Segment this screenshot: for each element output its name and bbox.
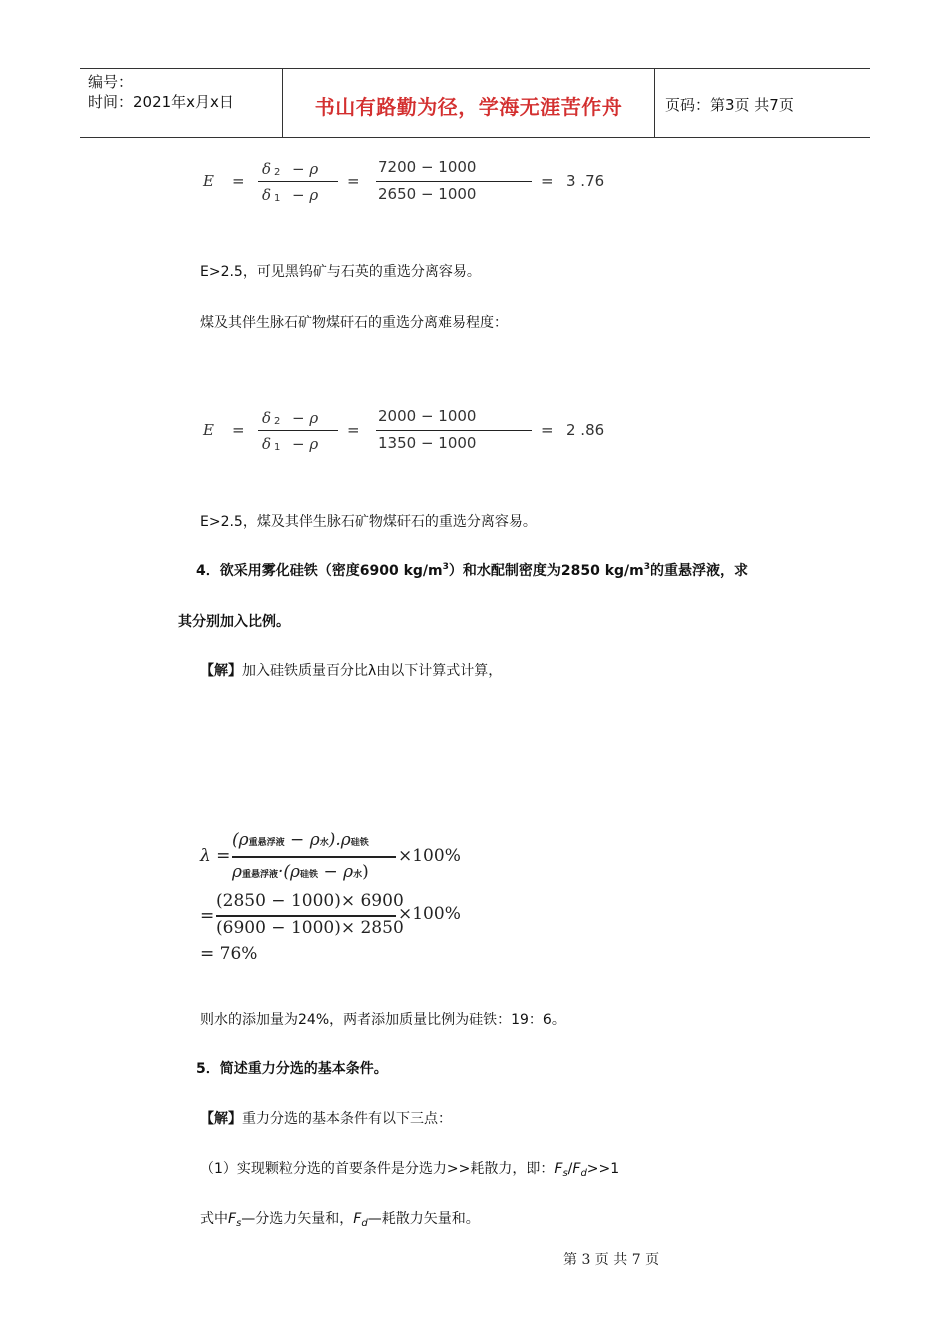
formula-1-eq: = [232,172,245,190]
answer-5-text: 重力分选的基本条件有以下三点： [242,1111,452,1127]
formula-3-den-close: ) [362,862,369,882]
formula-2-num-delta: δ [262,409,272,427]
formula-3-sub-fesi: 硅铁 [350,838,369,848]
formula-3-den-minus: − ρ [318,862,354,882]
formula-3-den-sub-water: 水 [353,870,363,880]
formula-2-eq3: = [541,421,554,439]
formula-3-den-sub-susp: 重悬浮液 [242,870,279,880]
paragraph-2: 煤及其伴生脉石矿物煤矸石的重选分离难易程度： [200,315,508,331]
formula-1-num-values: 7200 − 1000 [378,158,477,176]
formula-2-den-delta: δ [262,435,272,453]
formula-3-numerator [232,830,369,850]
question-4-part-b: ）和水配制密度为 [448,563,561,579]
paragraph-1: E>2.5，可见黑钨矿与石英的重选分离容易。 [200,264,481,280]
answer-4-label: 【解】 [200,663,242,679]
question-4-value-2: 2850 kg/m [560,563,644,579]
formula-3-den-rho: ρ [232,862,242,882]
formula-1-eq3: = [541,172,554,190]
answer-5-label: 【解】 [200,1111,242,1127]
paragraph-3: E>2.5，煤及其伴生脉石矿物煤矸石的重选分离容易。 [200,514,537,530]
header-center-cell [283,69,655,137]
definition-fd-text: —耗散力矢量和。 [367,1211,480,1227]
condition-1-fs: F [554,1161,563,1177]
definition-fs-text: —分选力矢量和， [241,1211,354,1227]
header-table [80,68,870,138]
answer-4 [200,660,502,680]
formula-1-num-rest: − ρ [292,160,319,178]
condition-1 [200,1158,619,1179]
condition-1-ratio: >>1 [586,1161,620,1177]
formula-1-den-delta: δ [262,186,272,204]
formula-1-eq2: = [347,172,360,190]
serial-label: 编号： [88,73,134,91]
question-4-line-2: 其分别加入比例。 [178,614,290,630]
formula-3-line2-times-100: ×100% [398,904,461,924]
formula-2-fraction-bar-2 [376,430,532,431]
formula-1-fraction-bar-2 [376,181,532,182]
formula-2-num-values: 2000 − 1000 [378,407,477,425]
formula-1-fraction-bar [258,181,338,182]
condition-1-slash: / [567,1161,573,1177]
definition-fs-sub: s [236,1218,242,1229]
question-4-line-1 [196,560,748,580]
condition-1-fd: F [572,1161,581,1177]
condition-1-text: （1）实现颗粒分选的首要条件是分选力>>耗散力，即： [200,1161,555,1177]
formula-2-lhs: E [203,421,214,439]
paragraph-water: 则水的添加量为24%，两者添加质量比例为硅铁：19：6。 [200,1012,566,1028]
formula-3-den-mid: ·(ρ [278,862,301,882]
formula-2-eq2: = [347,421,360,439]
formula-2-fraction-bar [258,430,338,431]
question-4-sup-1: 3 [442,562,449,572]
formula-3-line2-num: (2850 − 1000)× 6900 [216,891,404,911]
formula-2-result: 2 .86 [566,421,605,439]
formula-3-times-100: ×100% [398,846,461,866]
definition-fd-sub: d [361,1218,368,1229]
condition-1-definition [200,1208,480,1229]
formula-1-den-sub: 1 [274,193,281,204]
condition-1-fd-sub: d [580,1168,587,1179]
formula-3-denominator [232,862,369,882]
formula-1-result: 3 .76 [566,172,605,190]
time-label: 时间：2021年x月x日 [88,93,234,111]
formula-3-sub-susp: 重悬浮液 [248,838,285,848]
formula-3-den-sub-fesi: 硅铁 [300,870,319,880]
formula-1-den-values: 2650 − 1000 [378,185,477,203]
formula-3-minus: − ρ [284,830,320,850]
page-footer: 第 3 页 共 7 页 [563,1252,660,1268]
formula-3-num-open: (ρ [232,830,249,850]
formula-3-line2-eq: = [200,906,215,926]
formula-2-num-sub: 2 [274,416,281,427]
page-label: 页码：第3页 共7页 [665,96,794,114]
question-4-sup-2: 3 [643,562,651,572]
formula-2-den-sub: 1 [274,442,281,453]
formula-3-num-close: ).ρ [328,830,351,850]
formula-3-fraction-bar [232,856,396,858]
formula-1-num-sub: 2 [274,167,281,178]
formula-1-den-rest: − ρ [292,186,319,204]
formula-3-line2-den: (6900 − 1000)× 2850 [216,918,404,938]
answer-4-text: 加入硅铁质量百分比λ由以下计算式计算， [242,663,503,679]
formula-2-num-rest: − ρ [292,409,319,427]
question-5: 5．简述重力分选的基本条件。 [196,1061,388,1077]
header-right-cell [655,69,870,137]
formula-3-lambda: λ = [200,846,231,866]
formula-3-result: = 76% [200,944,258,964]
header-left-cell [80,69,283,137]
answer-5 [200,1108,452,1128]
question-4-value-1: 6900 kg/m [359,563,443,579]
definition-prefix: 式中 [200,1211,228,1227]
formula-1-num-delta: δ [262,160,272,178]
formula-1-lhs: E [203,172,214,190]
formula-3-line2-bar [216,915,396,917]
condition-1-fs-sub: s [562,1168,568,1179]
motto: 书山有路勤为径，学海无涯苦作舟 [314,95,623,119]
definition-fs: F [228,1211,237,1227]
formula-2-eq: = [232,421,245,439]
formula-2-den-rest: − ρ [292,435,319,453]
definition-fd: F [353,1211,362,1227]
question-4-part-c: 的重悬浮液，求 [650,563,749,579]
question-4-part-a: 4．欲采用雾化硅铁（密度 [196,563,360,579]
formula-3-sub-water: 水 [319,838,329,848]
formula-2-den-values: 1350 − 1000 [378,434,477,452]
